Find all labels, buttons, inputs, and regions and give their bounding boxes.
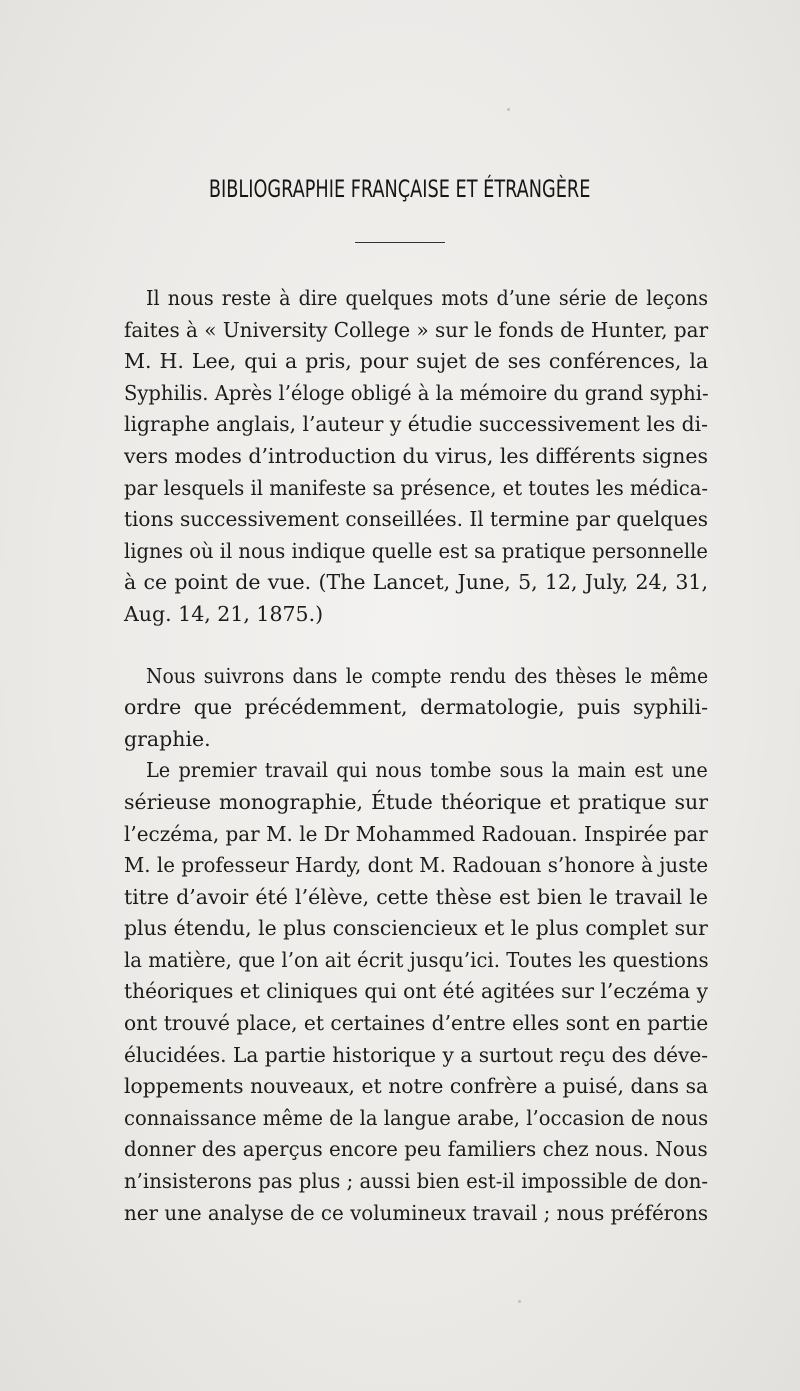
paragraph-gap [124,631,708,661]
text-line: ont trouvé place, et certaines d’entre elles sont en partie [124,1011,709,1036]
section-heading-text: BIBLIOGRAPHIE FRANÇAISE ET ÉTRANGÈRE [209,175,591,203]
text-line: Syphilis. Après l’éloge obligé à la mémoire du grand syphi- [124,380,709,405]
paragraph-lee [124,283,708,631]
text-line: loppements nouveaux, et notre confrère a puisé, dans sa [124,1074,709,1099]
text-line: Il nous reste à dire quelques mots d’une série de leçons [146,286,708,310]
heading-rule [355,242,445,243]
text-line: faites à « University College » sur le fonds de Hunter, par [124,317,709,342]
text-line: l’eczéma, par M. le Dr Mohammed Radouan. Inspirée par [124,821,708,846]
text-line: théoriques et cliniques qui ont été agitées sur l’eczéma y [124,979,708,1004]
text-line: M. le professeur Hardy, dont M. Radouan s’honore à juste [124,853,709,878]
text-line: graphie. [124,726,211,751]
paragraph-eczema [124,755,708,1229]
text-line: la matière, que l’on ait écrit jusqu’ici. Toutes les questions [124,947,709,972]
section-heading [0,171,800,207]
text-line: ligraphe anglais, l’auteur y étudie successivement les di- [124,412,708,437]
text-line: sérieuse monographie, Étude théorique et pratique sur [124,789,708,814]
text-line: vers modes d’introduction du virus, les différents signes [124,443,709,468]
text-line: ordre que précédemment, dermatologie, puis syphili- [124,695,709,720]
text-line: Nous suivrons dans le compte rendu des thèses le même [146,663,709,688]
text-line: ner une analyse de ce volumineux travail ; nous préférons [124,1200,709,1225]
text-line: M. H. Lee, qui a pris, pour sujet de ses conférences, la [124,349,709,374]
text-line: Le premier travail qui nous tombe sous la main est une [146,758,708,783]
paper-speck [518,1300,521,1303]
text-line: par lesquels il manifeste sa présence, et toutes les médica- [124,475,708,500]
text-line: Aug. 14, 21, 1875.) [124,601,324,626]
text-line: lignes où il nous indique quelle est sa pratique personnelle [124,538,708,563]
body-text [124,283,708,1229]
text-line: connaissance même de la langue arabe, l’occasion de nous [124,1105,709,1130]
text-line: donner des aperçus encore peu familiers chez nous. Nous [124,1137,708,1162]
paragraph-theses [124,661,708,756]
text-line: élucidées. La partie historique y a surtout reçu des déve- [124,1042,709,1067]
text-line: titre d’avoir été l’élève, cette thèse est bien le travail le [124,884,708,909]
text-line: n’insisterons pas plus ; aussi bien est-il impossible de don- [124,1169,709,1194]
text-line: plus étendu, le plus consciencieux et le plus complet sur [124,916,708,941]
paper-speck [507,108,510,111]
text-line: tions successivement conseillées. Il termine par quelques [124,507,709,532]
text-line: à ce point de vue. (The Lancet, June, 5, 12, July, 24, 31, [124,570,708,595]
